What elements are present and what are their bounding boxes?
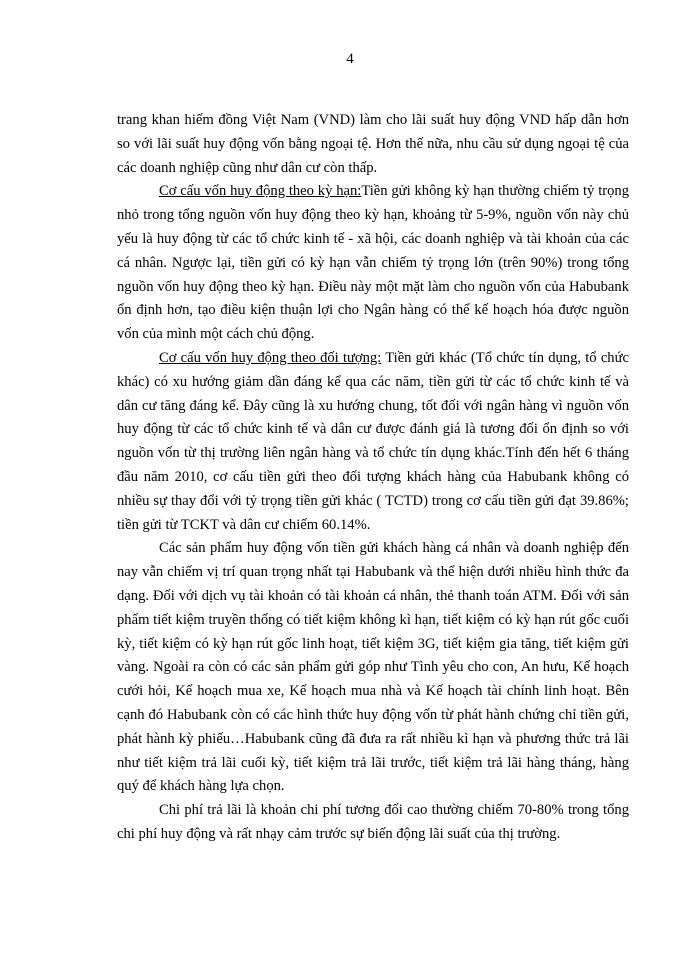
paragraph-products — [117, 537, 629, 799]
paragraph-text: Tiền gửi khác (Tổ chức tín dụng, tổ chức khác) có xu hướng giảm dần đáng kể qua các năm, tiền gửi từ các tổ chức kinh tế và dân cư tăng đáng kể. Đây cũng là xu hướng chung, tốt đối với ngân hàng vì nguồn vốn huy động từ các tổ chức kinh tế và dân cư được đánh giá là tương đối ổn định so với nguồn vốn từ thị trường liên ngân hàng và tổ chức tín dụng khác.Tính đến hết 6 tháng đầu năm 2010, cơ cấu tiền gửi theo đối tượng khách hàng của Habubank không có nhiều sự thay đổi với tỷ trọng tiền gửi khác ( TCTD) trong cơ cấu tiền gửi đạt 39.86%; tiền gửi từ TCKT và dân cư chiếm 60.14%. — [117, 349, 629, 533]
section-heading-customer: Cơ cấu vốn huy động theo đối tượng: — [159, 349, 382, 366]
paragraph-continuation — [117, 109, 629, 180]
document-body — [117, 109, 629, 847]
paragraph-interest-cost — [117, 799, 629, 847]
paragraph-text: Các sản phẩm huy động vốn tiền gửi khách hàng cá nhân và doanh nghiệp đến nay vẫn chiếm vị trí quan trọng nhất tại Habubank và thể hiện dưới nhiều hình thức đa dạng. Đối với dịch vụ tài khoản có tài khoản cá nhân, thẻ thanh toán ATM. Đối với sản phẩm tiết kiệm truyền thống có tiết kiệm không kì hạn, tiết kiệm có kỳ hạn rút gốc cuối kỳ, tiết kiệm có kỳ hạn rút gốc linh hoạt, tiết kiệm 3G, tiết kiệm gia tăng, tiết kiệm gửi vàng. Ngoài ra còn có các sản phẩm gửi góp như Tình yêu cho con, An hưu, Kế hoạch cưới hỏi, Kế hoạch mua xe, Kế hoạch mua nhà và Kế hoạch tài chính linh hoạt. Bên cạnh đó Habubank còn có các hình thức huy động vốn từ phát hành chứng chỉ tiền gửi, phát hành kỳ phiếu…Habubank cũng đã đưa ra rất nhiều kì hạn và phương thức trả lãi như tiết kiệm trả lãi cuối kỳ, tiết kiệm trả lãi trước, tiết kiệm trả lãi hàng tháng, hàng quý để khách hàng lựa chọn. — [117, 540, 629, 795]
paragraph-text: Tiền gửi không kỳ hạn thường chiếm tỷ trọng nhỏ trong tổng nguồn vốn huy động theo kỳ hạn, khoảng từ 5-9%, nguồn vốn này chủ yếu là huy động từ các tổ chức kinh tế - xã hội, các doanh nghiệp và tài khoản của các cá nhân. Ngược lại, tiền gửi có kỳ hạn vẫn chiếm tỷ trọng lớn (trên 90%) trong tổng nguồn vốn huy động theo kỳ hạn. Điều này một mặt làm cho nguồn vốn của Habubank ổn định hơn, tạo điều kiện thuận lợi cho Ngân hàng có thể kế hoạch hóa được nguồn vốn của mình một cách chủ động. — [117, 183, 629, 343]
paragraph-text: trang khan hiếm đồng Việt Nam (VND) làm cho lãi suất huy động VND hấp dẫn hơn so với lãi suất huy động vốn bằng ngoại tệ. Hơn thế nữa, nhu cầu sử dụng ngoại tệ của các doanh nghiệp cũng như dân cư còn thấp. — [117, 112, 629, 176]
paragraph-customer-structure — [117, 347, 629, 537]
paragraph-text: Chi phí trả lãi là khoản chi phí tương đối cao thường chiếm 70-80% trong tổng chi phí huy động và rất nhạy cảm trước sự biến động lãi suất của thị trường. — [117, 802, 629, 842]
page-number: 4 — [346, 51, 354, 67]
section-heading-term: Cơ cấu vốn huy động theo kỳ hạn: — [159, 183, 362, 200]
paragraph-term-structure — [117, 180, 629, 347]
